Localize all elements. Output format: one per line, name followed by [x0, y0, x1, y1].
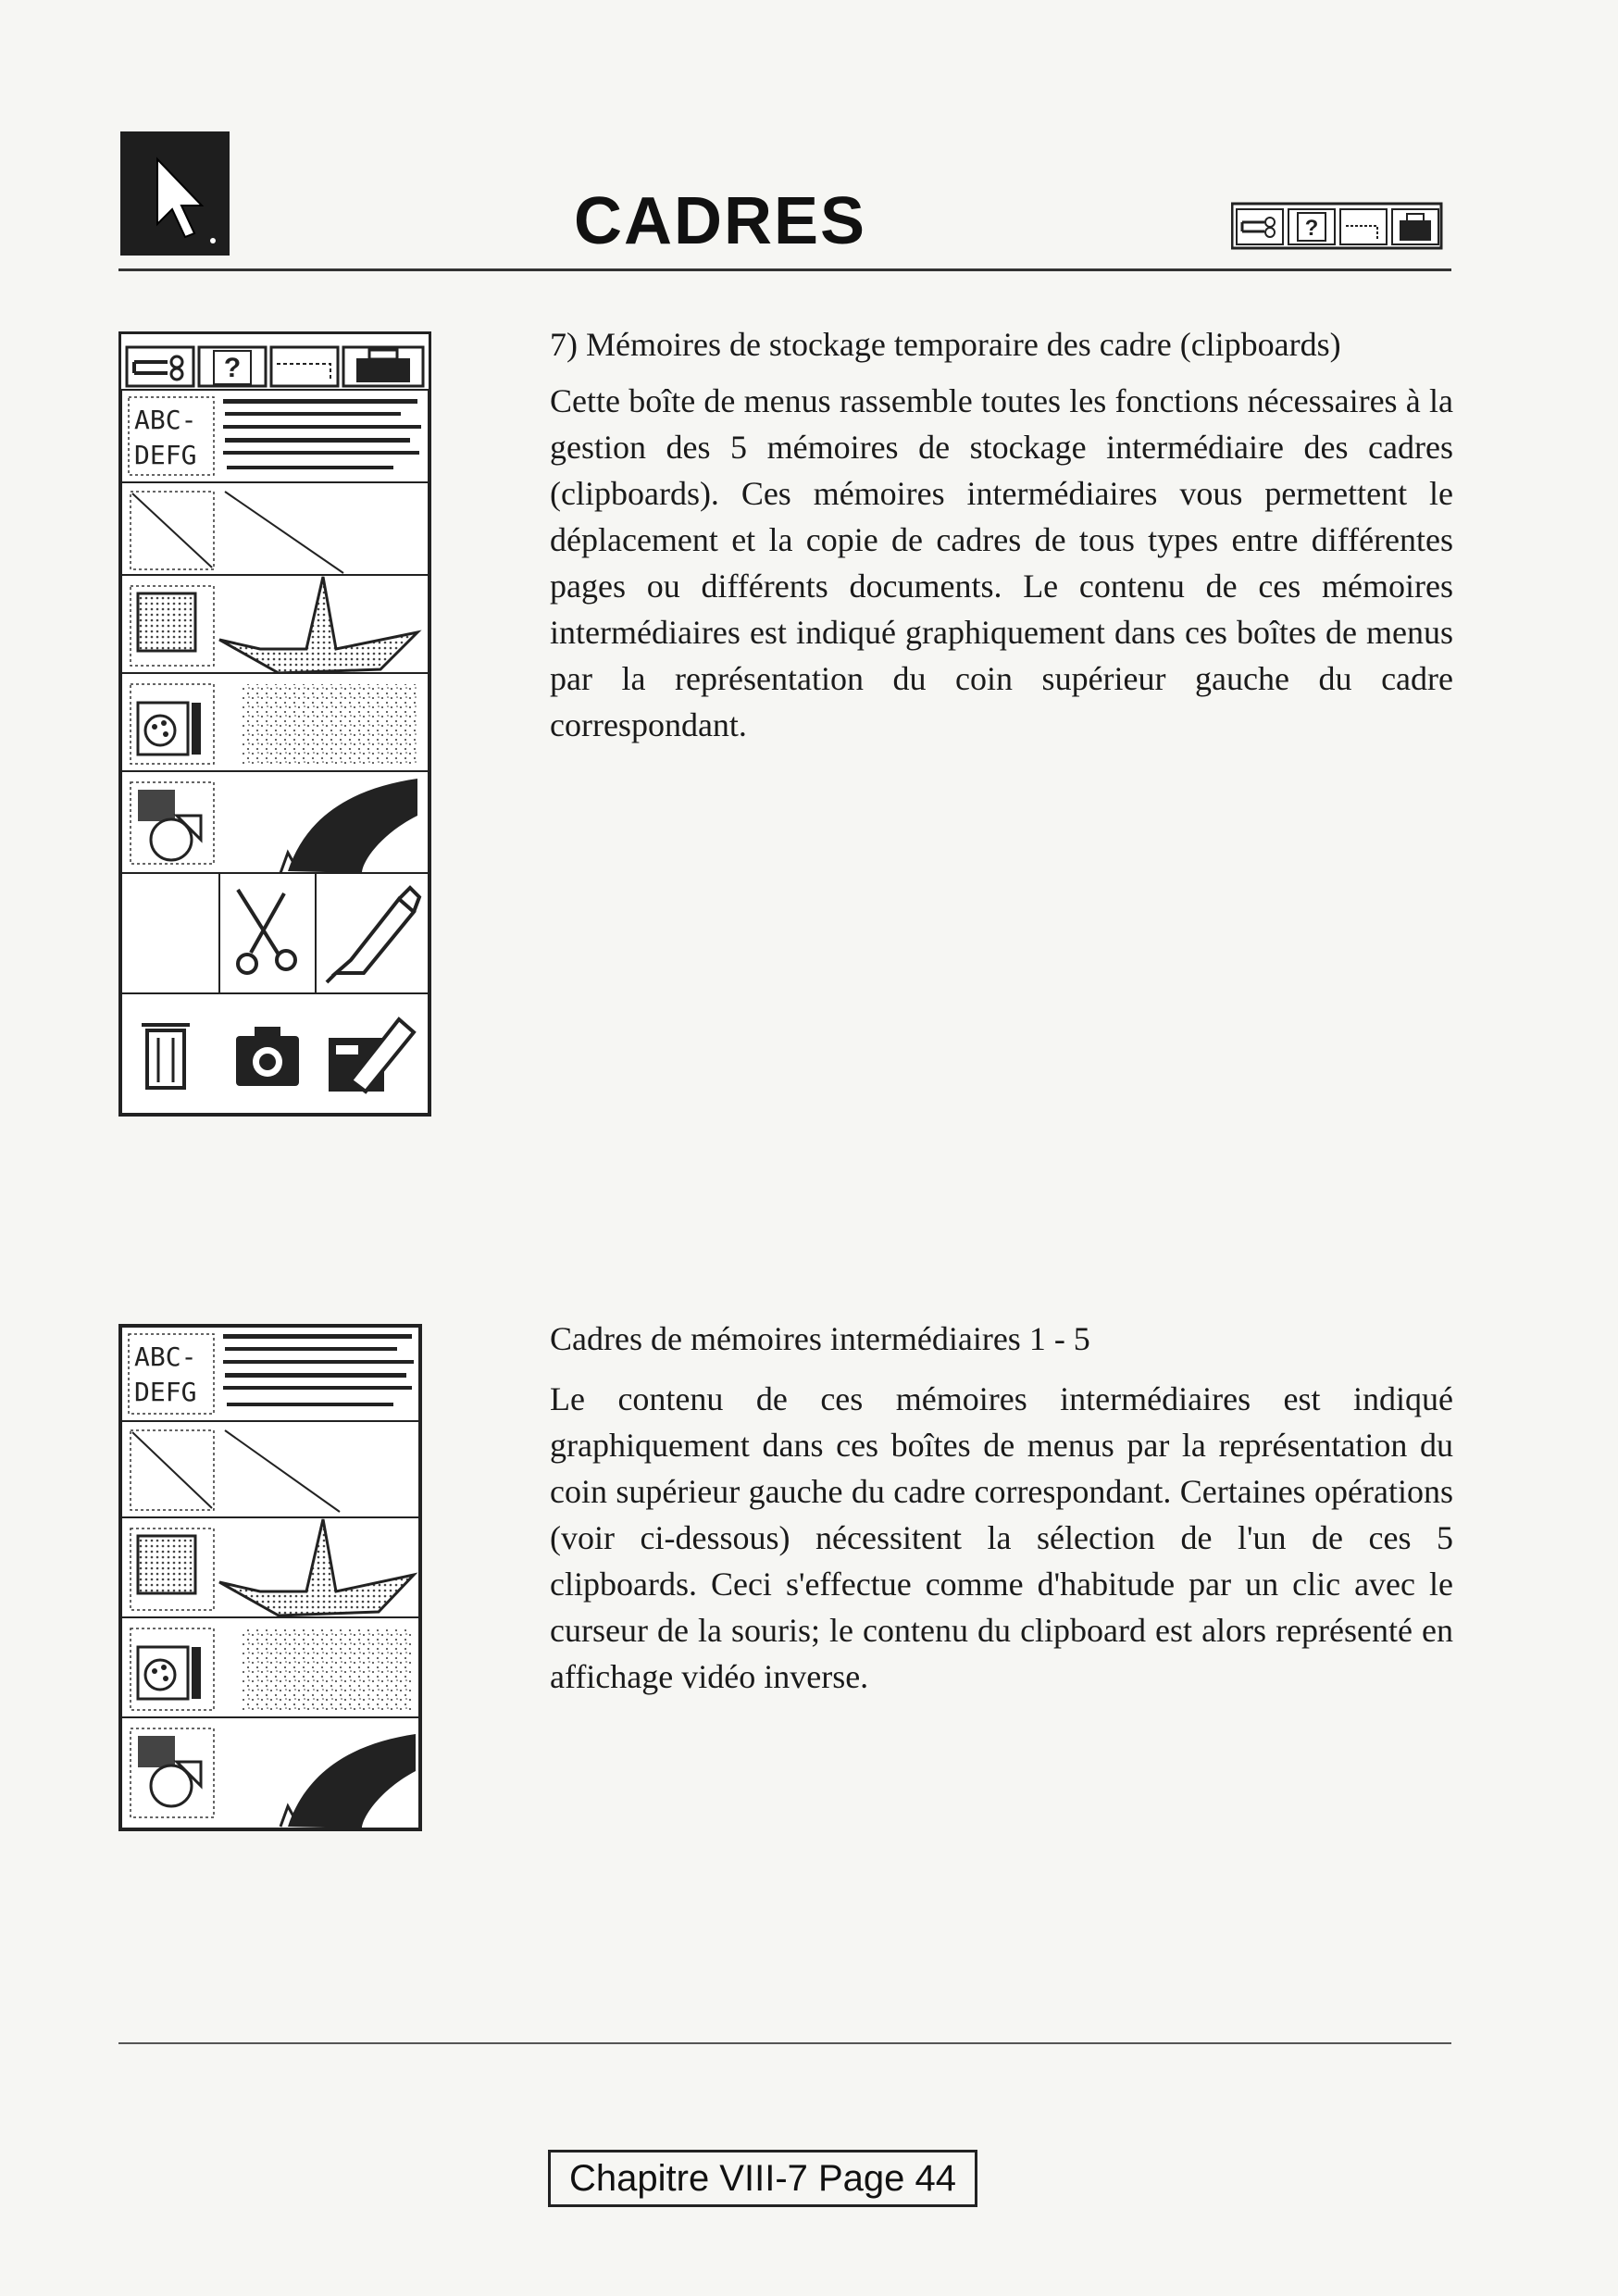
text-frame-label-2: DEFG [134, 440, 197, 470]
palette-actions [121, 873, 429, 1114]
footer-rule [118, 2042, 1451, 2044]
header-toolbar [1231, 202, 1444, 250]
clipboard-slot-3[interactable] [121, 575, 429, 673]
section-2-heading: Cadres de mémoires intermédiaires 1 - 5 [550, 1320, 1090, 1357]
ruler-icon[interactable] [1340, 209, 1387, 244]
clipboard-icon[interactable] [1392, 209, 1438, 244]
arrow-cursor-icon [120, 131, 230, 256]
section-2-paragraph: Le contenu de ces mémoires intermédiaires est indiqué graphiquement dans ces boîtes de menus par la représentation du coin supérieur gauche du cadre correspondant. Certaines opérations (voir ci-dessous) nécessitent la sélection de l'un de ces 5 clipboards. Ceci s'effectue comme d'habitude par un clic avec le curseur de la souris; le contenu du clipboard est alors représenté en affichage vidéo inverse. [550, 1380, 1453, 1695]
clipboard-slot-2[interactable] [121, 1421, 419, 1517]
scissors-icon[interactable] [127, 347, 193, 386]
clipboard-slot-2[interactable] [121, 482, 429, 575]
clipboard-menu-box [118, 331, 431, 1117]
section-1-heading: 7) Mémoires de stockage temporaire des cadre (clipboards) [550, 326, 1341, 363]
svg-text:?: ? [1304, 216, 1319, 241]
help-icon[interactable] [199, 347, 266, 386]
text-frame-label-1: ABC- [134, 405, 197, 435]
svg-text:?: ? [223, 353, 242, 383]
text-frame-label-1: ABC- [134, 1341, 197, 1372]
section-1-paragraph: Cette boîte de menus rassemble toutes les fonctions nécessaires à la gestion des 5 mémoires de stockage intermédiaire des cadres (clipboards). Ces mémoires intermédiaires vous permettent le déplacement et la copie de cadres de tous types entre différentes pages ou différents documents. Le contenu de ces mémoires intermédiaires est indiqué graphiquement dans ces boîtes de menus par la représentation du coin supérieur gauche du cadre correspondant. [550, 382, 1453, 743]
clipboard-slots-box [118, 1324, 422, 1831]
palette-toolbar [121, 334, 429, 388]
clipboard-slot-3[interactable] [121, 1517, 419, 1617]
logo [120, 131, 230, 256]
clipboard-slot-1[interactable] [121, 390, 429, 482]
clipboard-slot-5[interactable] [121, 771, 429, 873]
clipboard-slot-1[interactable] [121, 1327, 419, 1421]
header-rule [118, 268, 1451, 271]
ruler-icon[interactable] [271, 347, 338, 386]
clipboard-slot-4[interactable] [121, 673, 429, 771]
clipboard-slot-5[interactable] [121, 1717, 419, 1828]
scissors-icon[interactable] [1237, 209, 1283, 244]
page-title: CADRES [574, 184, 867, 258]
clipboard-icon[interactable] [343, 347, 423, 386]
clipboard-slot-4[interactable] [121, 1617, 419, 1717]
trash-icon[interactable] [142, 1025, 190, 1088]
help-icon[interactable] [1288, 209, 1335, 244]
page-footer: Chapitre VIII-7 Page 44 [548, 2150, 977, 2207]
text-frame-label-2: DEFG [134, 1377, 197, 1407]
